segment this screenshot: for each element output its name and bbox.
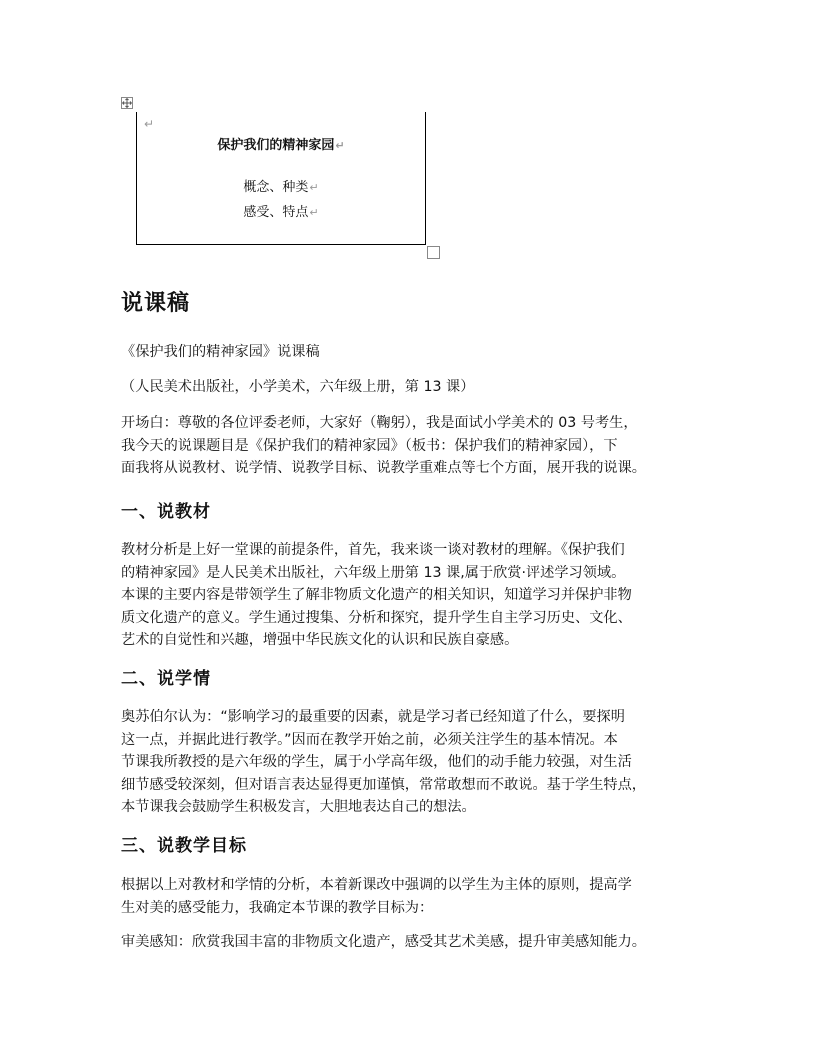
section-line: 质文化遗产的意义。学生通过搜集、分析和探究，提升学生自主学习历史、文化、 [121,609,632,626]
section-line: 的精神家园》是人民美术出版社，六年级上册第 13 课,属于欣赏·评述学习领域。 [121,564,626,581]
section-extra-paragraph: 审美感知：欣赏我国丰富的非物质文化遗产，感受其艺术美感，提升审美感知能力。 [121,934,646,950]
board-title: 保护我们的精神家园 [217,138,335,153]
section-line: 奥苏伯尔认为：“影响学习的最重要的因素，就是学习者已经知道了什么，要探明 [121,709,625,725]
section-line: 生对美的感受能力，我确定本节课的教学目标为： [121,899,434,916]
section-line: 节课我所教授的是六年级的学生，属于小学高年级，他们的动手能力较强，对生活 [121,754,632,770]
intro-line: 面我将从说教材、说学情、说教学目标、说教学重难点等七个方面，展开我的说课。 [121,460,646,476]
paragraph-mark-icon: ↵ [335,139,345,152]
source-paragraph: （人民美术出版社，小学美术，六年级上册，第 13 课） [121,379,475,395]
section-line: 根据以上对教材和学情的分析，本着新课改中强调的以学生为主体的原则，提高学 [121,877,632,893]
intro-line: 我今天的说课题目是《保护我们的精神家园》（板书：保护我们的精神家园），下 [121,437,618,454]
section-line: 艺术的自觉性和兴趣，增强中华民族文化的认识和民族自豪感。 [121,632,519,648]
board-line-1: 概念、种类 [243,180,309,195]
section-heading: 二、说学情 [121,669,211,689]
section-line: 教材分析是上好一堂课的前提条件，首先，我来谈一谈对教材的理解。《保护我们 [121,542,625,558]
subtitle-paragraph: 《保护我们的精神家园》说课稿 [121,344,320,360]
paragraph-mark-icon: ↵ [309,181,319,194]
section-line: 这一点，并据此进行教学。”因而在教学开始之前，必须关注学生的基本情况。本 [121,731,618,748]
board-line-2: 感受、特点 [243,205,309,220]
section-line: 细节感受较深刻，但对语言表达显得更加谨慎，常常敢想而不敢说。基于学生特点， [121,776,646,793]
paragraph-mark-icon: ↵ [144,117,155,131]
table-move-handle-icon[interactable] [121,97,133,109]
paragraph-mark-icon: ↵ [309,206,319,219]
section-heading: 三、说教学目标 [121,836,247,856]
section-heading: 一、说教材 [121,502,211,522]
intro-line: 开场白：尊敬的各位评委老师，大家好（鞠躬），我是面试小学美术的 03 号考生， [121,415,638,431]
section-line: 本节课我会鼓励学生积极发言，大胆地表达自己的想法。 [121,799,476,815]
document-title: 说课稿 [121,291,191,316]
table-resize-handle-icon[interactable] [427,246,440,259]
section-line: 本课的主要内容是带领学生了解非物质文化遗产的相关知识，知道学习并保护非物 [121,587,632,603]
